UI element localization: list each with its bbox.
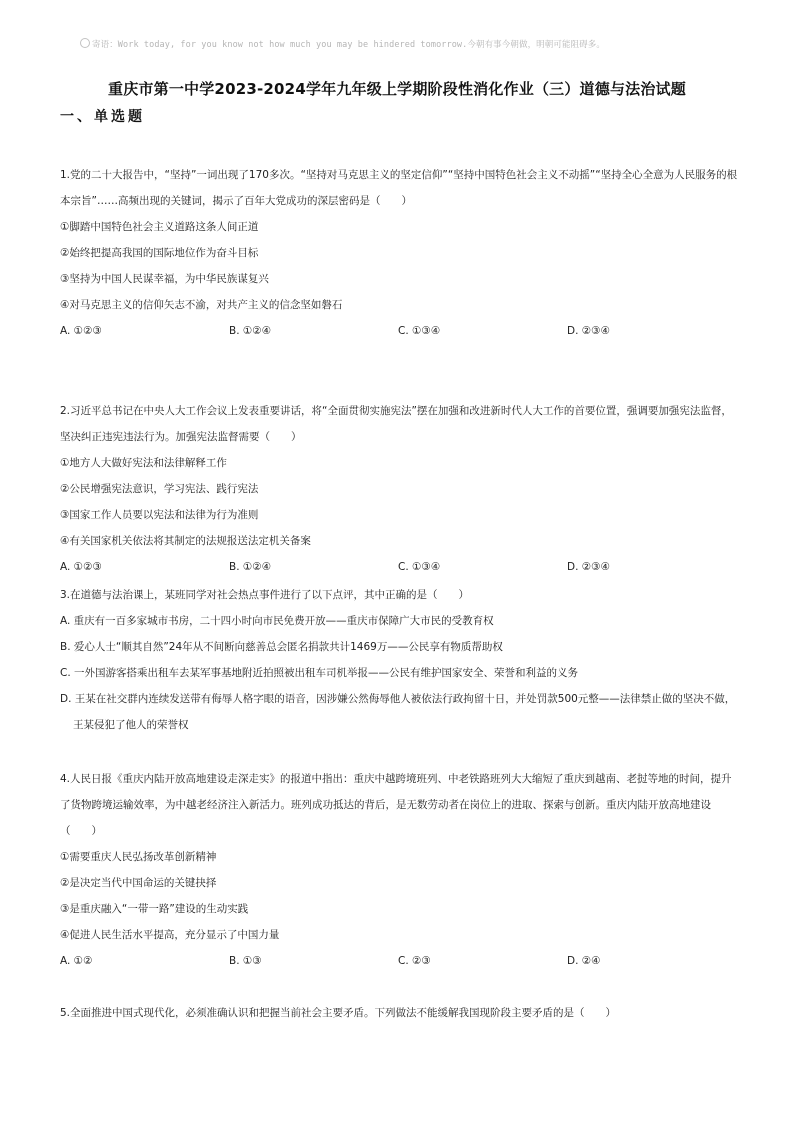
- question-1: [60, 162, 740, 344]
- option-c: C. 一外国游客搭乘出租车去某军事基地附近拍照被出租车司机举报——公民有维护国家安全、荣誉和利益的义务: [60, 667, 579, 679]
- question-4: [60, 766, 740, 974]
- statement: ④对马克思主义的信仰矢志不渝，对共产主义的信念坚如磐石: [60, 299, 343, 311]
- choice-d: D. ②④: [567, 955, 601, 967]
- option-d: D. 王某在社交群内连续发送带有侮辱人格字眼的语音，因涉嫌公然侮辱他人被依法行政拘留十日，并处罚款500元整——法律禁止做的坚决不做，王某侵犯了他人的荣誉权: [60, 693, 736, 731]
- answer-choices: [60, 554, 740, 580]
- statement: ③国家工作人员要以宪法和法律为行为准则: [60, 509, 259, 521]
- choice-c: C. ①③④: [398, 325, 441, 337]
- answer-choices: [60, 948, 740, 974]
- choice-b: B. ①③: [229, 955, 262, 967]
- question-5: [60, 1000, 740, 1026]
- option-a: A. 重庆有一百多家城市书房，二十四小时向市民免费开放——重庆市保障广大市民的受教育权: [60, 615, 494, 627]
- question-3: [60, 582, 740, 738]
- choice-d: D. ②③④: [567, 325, 610, 337]
- statement: ①地方人大做好宪法和法律解释工作: [60, 457, 227, 469]
- question-2: [60, 398, 740, 580]
- question-stem: 4.人民日报《重庆内陆开放高地建设走深走实》的报道中指出：重庆中越跨境班列、中老铁路班列大大缩短了重庆到越南、老挝等地的时间，提升了货物跨境运输效率，为中越老经济注入新活力。班列成功抵达的背后，是无数劳动者在岗位上的进取、探索与创新。重庆内陆开放高地建设（ ）: [60, 773, 732, 837]
- statement: ②公民增强宪法意识，学习宪法、践行宪法: [60, 483, 259, 495]
- choice-b: B. ①②④: [229, 325, 272, 337]
- statement: ②是决定当代中国命运的关键抉择: [60, 877, 217, 889]
- choice-c: C. ①③④: [398, 561, 441, 573]
- statement: ④促进人民生活水平提高，充分显示了中国力量: [60, 929, 280, 941]
- statement: ③是重庆融入“一带一路”建设的生动实践: [60, 903, 249, 915]
- motto-text: 寄语：Work today, for you know not how much you may be hindered tomorrow.今朝有事今朝做，明朝可能阻碍多。: [92, 40, 605, 50]
- choice-a: A. ①②: [60, 955, 93, 967]
- answer-choices: [60, 318, 740, 344]
- option-b: B. 爱心人士“顺其自然”24年从不间断向慈善总会匿名捐款共计1469万——公民享有物质帮助权: [60, 641, 503, 653]
- choice-a: A. ①②③: [60, 561, 102, 573]
- statement: ④有关国家机关依法将其制定的法规报送法定机关备案: [60, 535, 311, 547]
- section-heading: 一、单选题: [60, 109, 145, 125]
- choice-b: B. ①②④: [229, 561, 272, 573]
- statement: ③坚持为中国人民谋幸福，为中华民族谋复兴: [60, 273, 269, 285]
- statement: ①脚踏中国特色社会主义道路这条人间正道: [60, 221, 259, 233]
- choice-c: C. ②③: [398, 955, 431, 967]
- question-stem: 3.在道德与法治课上，某班同学对社会热点事件进行了以下点评，其中正确的是（ ）: [60, 589, 470, 601]
- statement: ②始终把提高我国的国际地位作为奋斗目标: [60, 247, 259, 259]
- choice-a: A. ①②③: [60, 325, 102, 337]
- question-stem: 1.党的二十大报告中，“坚持”一词出现了170多次。“坚持对马克思主义的坚定信仰”“坚持中国特色社会主义不动摇”“坚持全心全意为人民服务的根本宗旨”……高频出现的关键词，揭示了百年大党成功的深层密码是（ ）: [60, 169, 738, 207]
- header-motto: [80, 38, 760, 50]
- smile-icon: [80, 38, 90, 48]
- page-title: 重庆市第一中学2023-2024学年九年级上学期阶段性消化作业（三）道德与法治试题: [108, 80, 686, 98]
- choice-d: D. ②③④: [567, 561, 610, 573]
- question-stem: 5.全面推进中国式现代化，必须准确认识和把握当前社会主要矛盾。下列做法不能缓解我国现阶段主要矛盾的是（ ）: [60, 1007, 617, 1019]
- statement: ①需要重庆人民弘扬改革创新精神: [60, 851, 217, 863]
- question-stem: 2.习近平总书记在中央人大工作会议上发表重要讲话，将“全面贯彻实施宪法”摆在加强和改进新时代人大工作的首要位置，强调要加强宪法监督，坚决纠正违宪违法行为。加强宪法监督需要（ ）: [60, 405, 732, 443]
